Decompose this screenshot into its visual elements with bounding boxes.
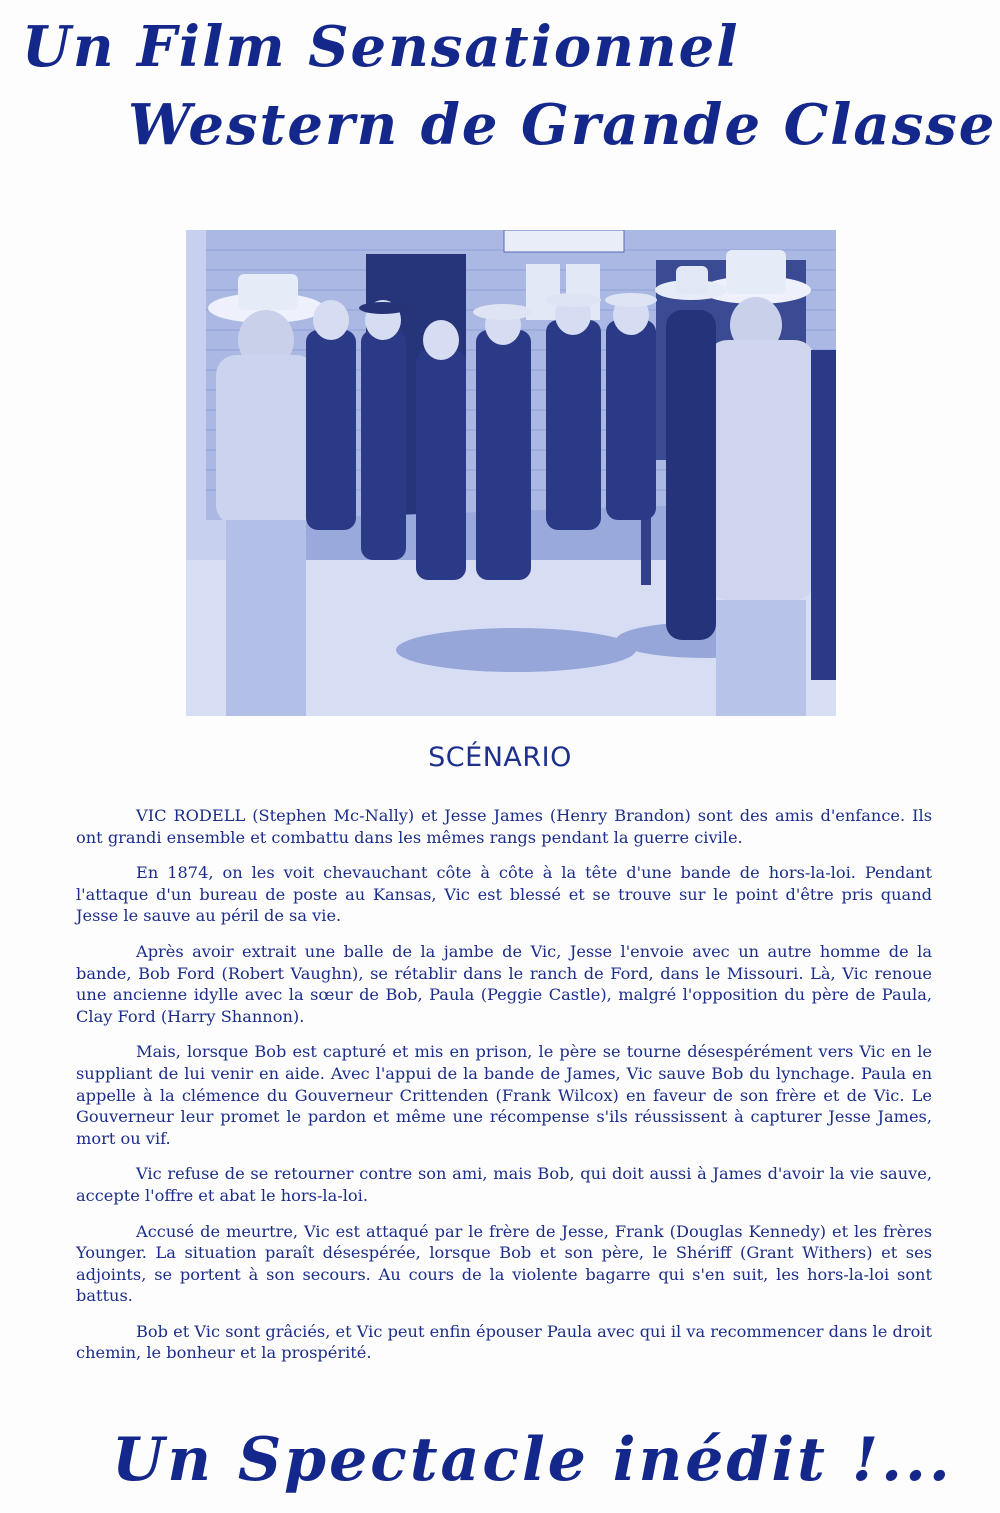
headline-line-2: Western de Grande Classe bbox=[128, 92, 997, 158]
scenario-heading: SCÉNARIO bbox=[428, 742, 572, 773]
scenario-paragraph: Vic refuse de se retourner contre son ami, mais Bob, qui doit aussi à James d'avoir la vie sauve, accepte l'offre et abat le hors-la-loi. bbox=[76, 1164, 932, 1205]
scenario-paragraph: VIC RODELL (Stephen Mc-Nally) et Jesse James (Henry Brandon) sont des amis d'enfance. Ils ont grandi ensemble et combattu dans les mêmes rangs pendant la guerre civile. bbox=[76, 806, 932, 847]
scenario-paragraph: Après avoir extrait une balle de la jambe de Vic, Jesse l'envoie avec un autre homme de la bande, Bob Ford (Robert Vaughn), se rétablir dans le ranch de Ford, dans le Missouri. Là, Vic renoue une ancienne idylle avec la sœur de Bob, Paula (Peggie Castle), malgré l'opposition du père de Paula, Clay Ford (Harry Shannon). bbox=[76, 941, 932, 1026]
footer-tagline: Un Spectacle inédit !... bbox=[112, 1425, 953, 1495]
scenario-body bbox=[76, 805, 932, 1378]
scenario-paragraph: Bob et Vic sont grâciés, et Vic peut enfin épouser Paula avec qui il va recommencer dans le droit chemin, le bonheur et la prospérité. bbox=[76, 1321, 932, 1363]
film-still-photo bbox=[186, 230, 836, 716]
scenario-paragraph: Mais, lorsque Bob est capturé et mis en prison, le père se tourne désespérément vers Vic en le suppliant de lui venir en aide. Avec l'appui de la bande de James, Vic sauve Bob du lynchage. Paula en appelle à la clémence du Gouverneur Crittenden (Frank Wilcox) en faveur de son frère et de Vic. Le Gouverneur leur promet le pardon et même une récompense s'ils réussissent à capturer Jesse James, mort ou vif. bbox=[76, 1042, 932, 1148]
scenario-paragraph: En 1874, on les voit chevauchant côte à côte à la tête d'une bande de hors-la-loi. Pendant l'attaque d'un bureau de poste au Kansas, Vic est blessé et se trouve sur le point d'être pris quand Jesse le sauve au péril de sa vie. bbox=[76, 863, 932, 926]
western-street-scene bbox=[186, 230, 836, 716]
scenario-paragraph: Accusé de meurtre, Vic est attaqué par le frère de Jesse, Frank (Douglas Kennedy) et les frères Younger. La situation paraît désespérée, lorsque Bob et son père, le Shériff (Grant Withers) et ses adjoints, se portent à son secours. Au cours de la violente bagarre qui s'en suit, les hors-la-loi sont battus. bbox=[76, 1221, 932, 1306]
headline-line-1: Un Film Sensationnel bbox=[22, 14, 740, 80]
